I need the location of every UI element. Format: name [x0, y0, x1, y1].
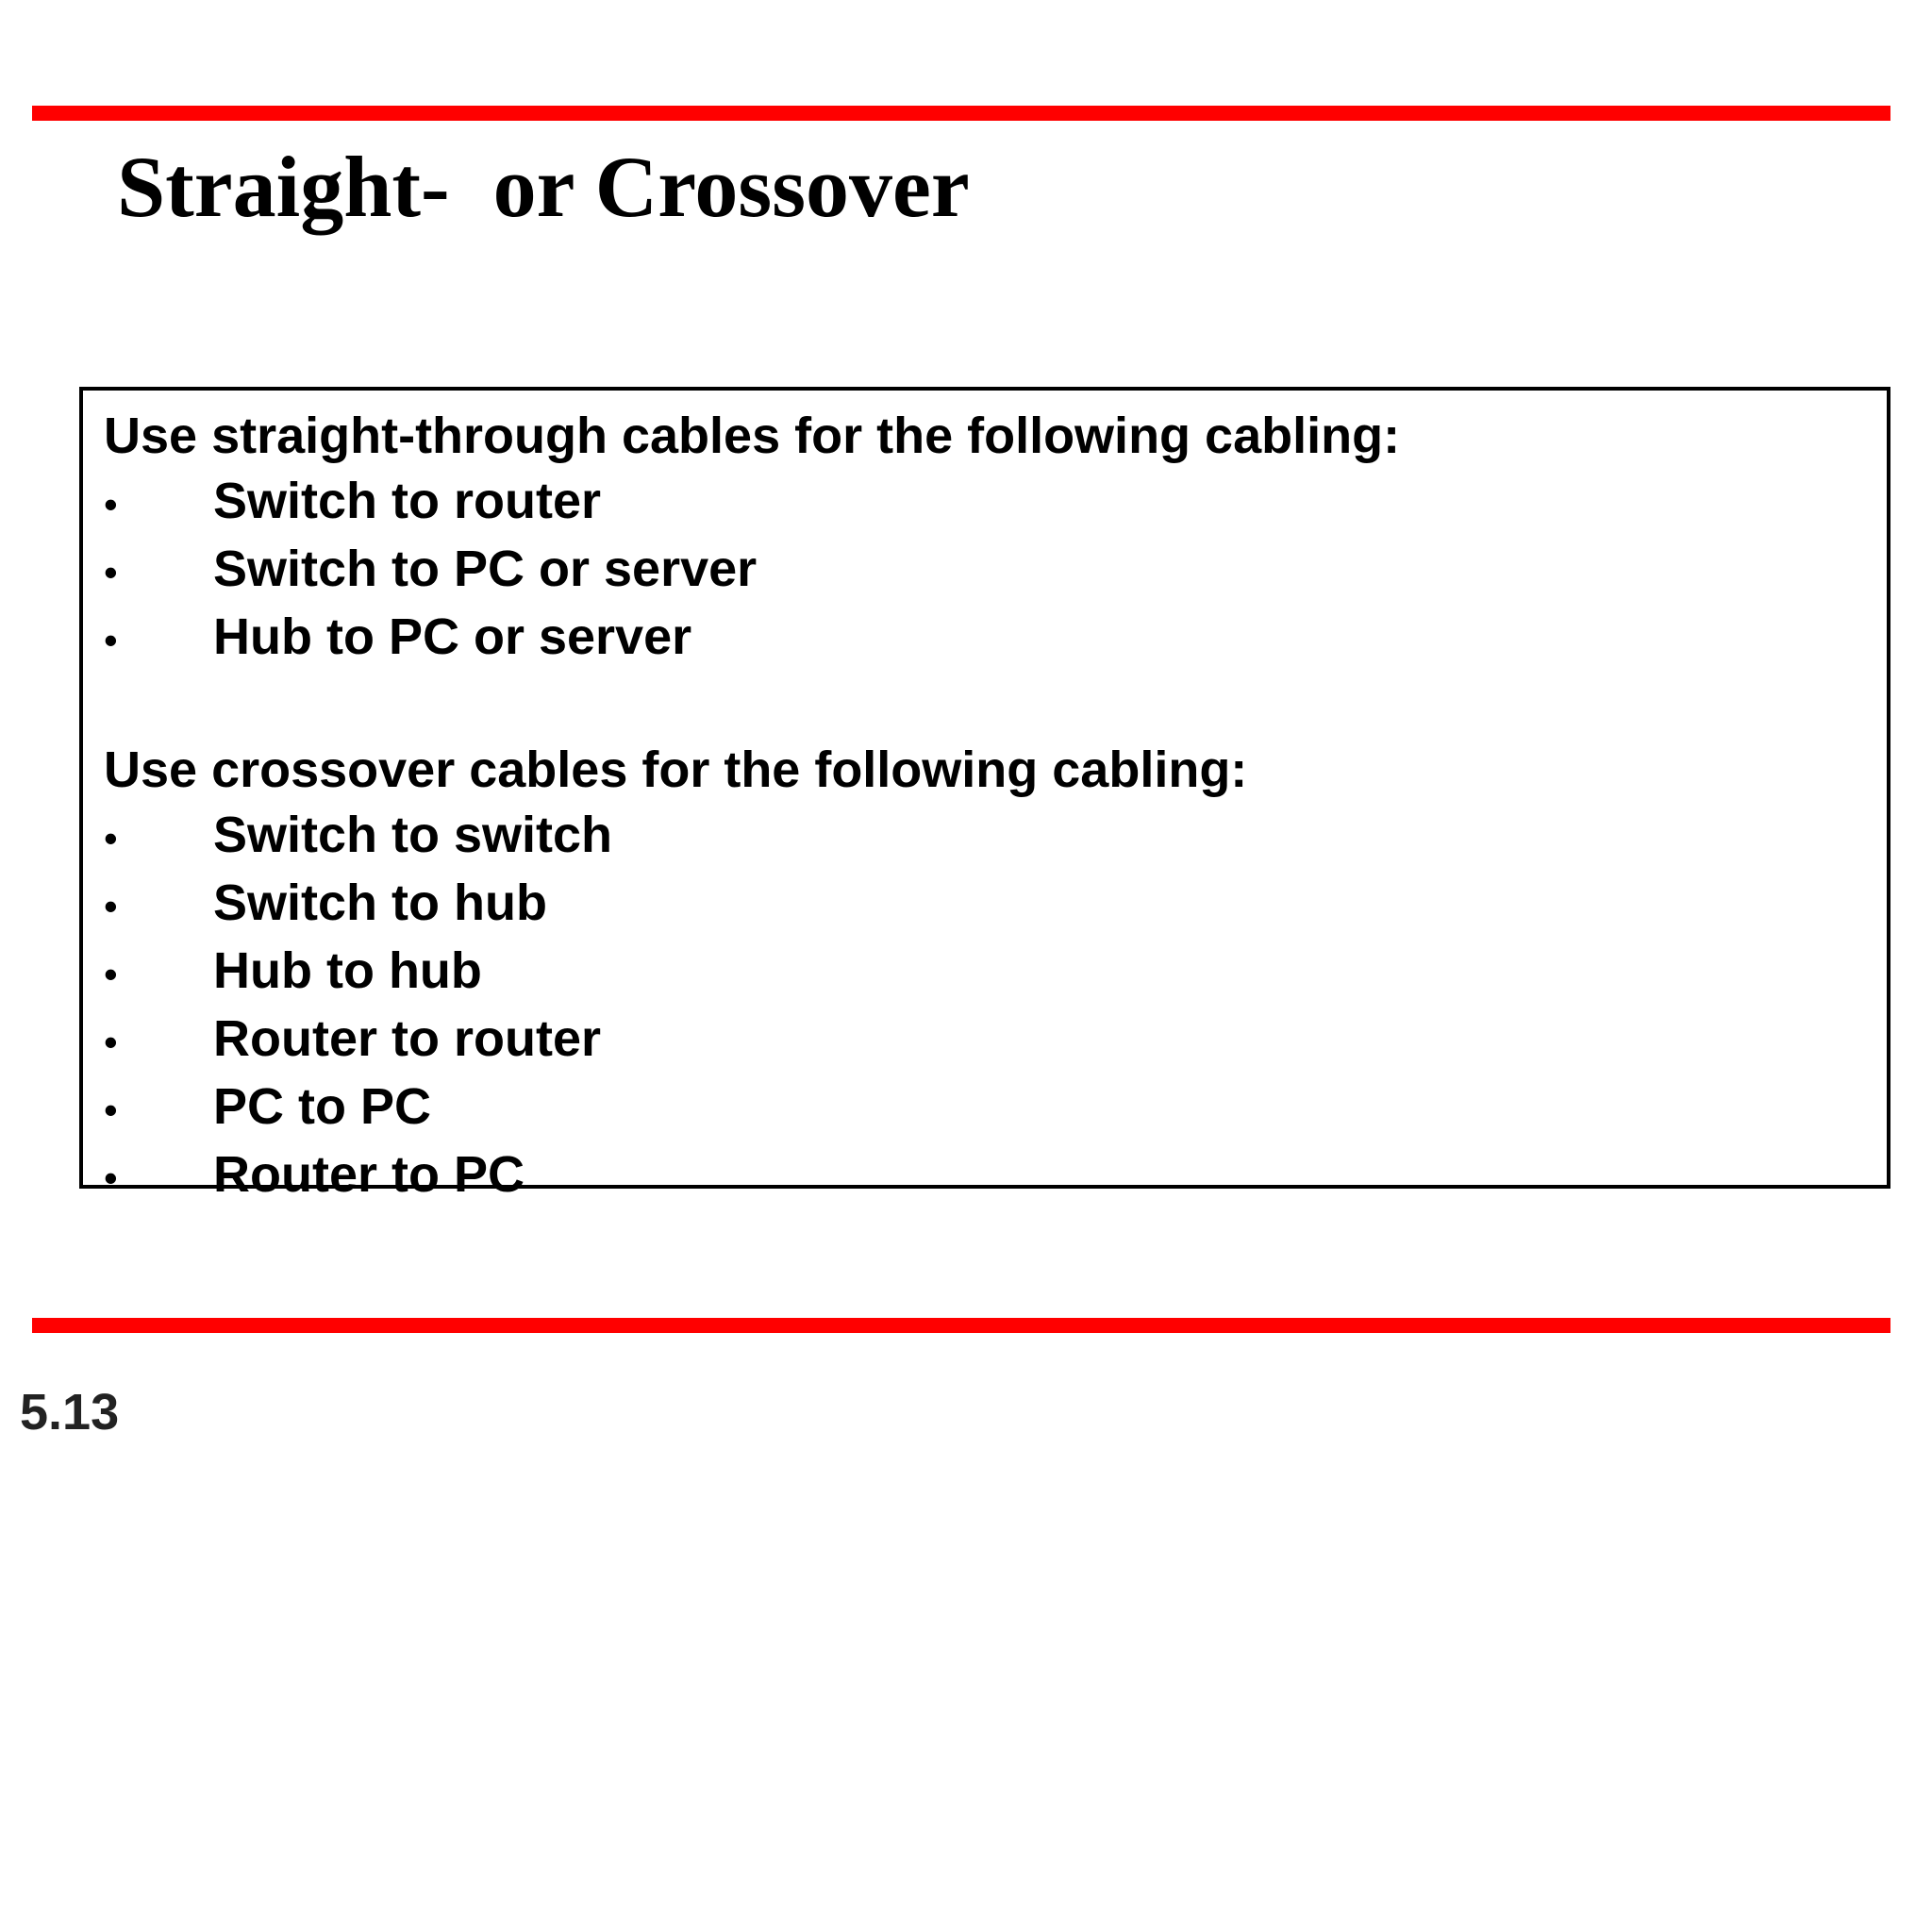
- crossover-list: [104, 803, 1887, 1210]
- list-item: [104, 1007, 1887, 1074]
- list-item-label: Switch to router: [213, 473, 602, 529]
- list-item: [104, 605, 1887, 673]
- list-item: [104, 469, 1887, 537]
- list-item-label: Hub to hub: [213, 942, 482, 999]
- list-item-label: Switch to switch: [213, 807, 613, 863]
- bullet-icon: •: [104, 618, 118, 662]
- list-item-label: Router to router: [213, 1010, 601, 1067]
- straight-through-list: [104, 469, 1887, 673]
- list-item: [104, 939, 1887, 1007]
- list-item-label: Switch to PC or server: [213, 541, 758, 597]
- slide-title: Straight- or Crossover: [117, 139, 970, 235]
- list-item-label: PC to PC: [213, 1078, 432, 1135]
- list-item: [104, 1142, 1887, 1210]
- bullet-icon: •: [104, 1156, 118, 1200]
- bullet-icon: •: [104, 884, 118, 928]
- list-item: [104, 537, 1887, 605]
- section-spacer: [104, 673, 1887, 738]
- bullet-icon: •: [104, 816, 118, 860]
- bullet-icon: •: [104, 550, 118, 594]
- list-item: [104, 1074, 1887, 1142]
- list-item-label: Switch to hub: [213, 874, 547, 931]
- list-item: [104, 803, 1887, 871]
- slide-number: 5.13: [20, 1384, 120, 1441]
- content-box: [79, 387, 1890, 1203]
- list-item-label: Hub to PC or server: [213, 608, 692, 665]
- list-item: [104, 871, 1887, 939]
- list-item-label: Router to PC: [213, 1146, 525, 1203]
- bottom-accent-rule: [32, 1318, 1890, 1333]
- bullet-icon: •: [104, 482, 118, 526]
- bullet-icon: •: [104, 1020, 118, 1064]
- bullet-icon: •: [104, 952, 118, 996]
- straight-through-heading: Use straight-through cables for the following cabling:: [104, 408, 1401, 464]
- crossover-heading: Use crossover cables for the following cabling:: [104, 741, 1248, 798]
- bullet-icon: •: [104, 1088, 118, 1132]
- top-accent-rule: [32, 106, 1890, 121]
